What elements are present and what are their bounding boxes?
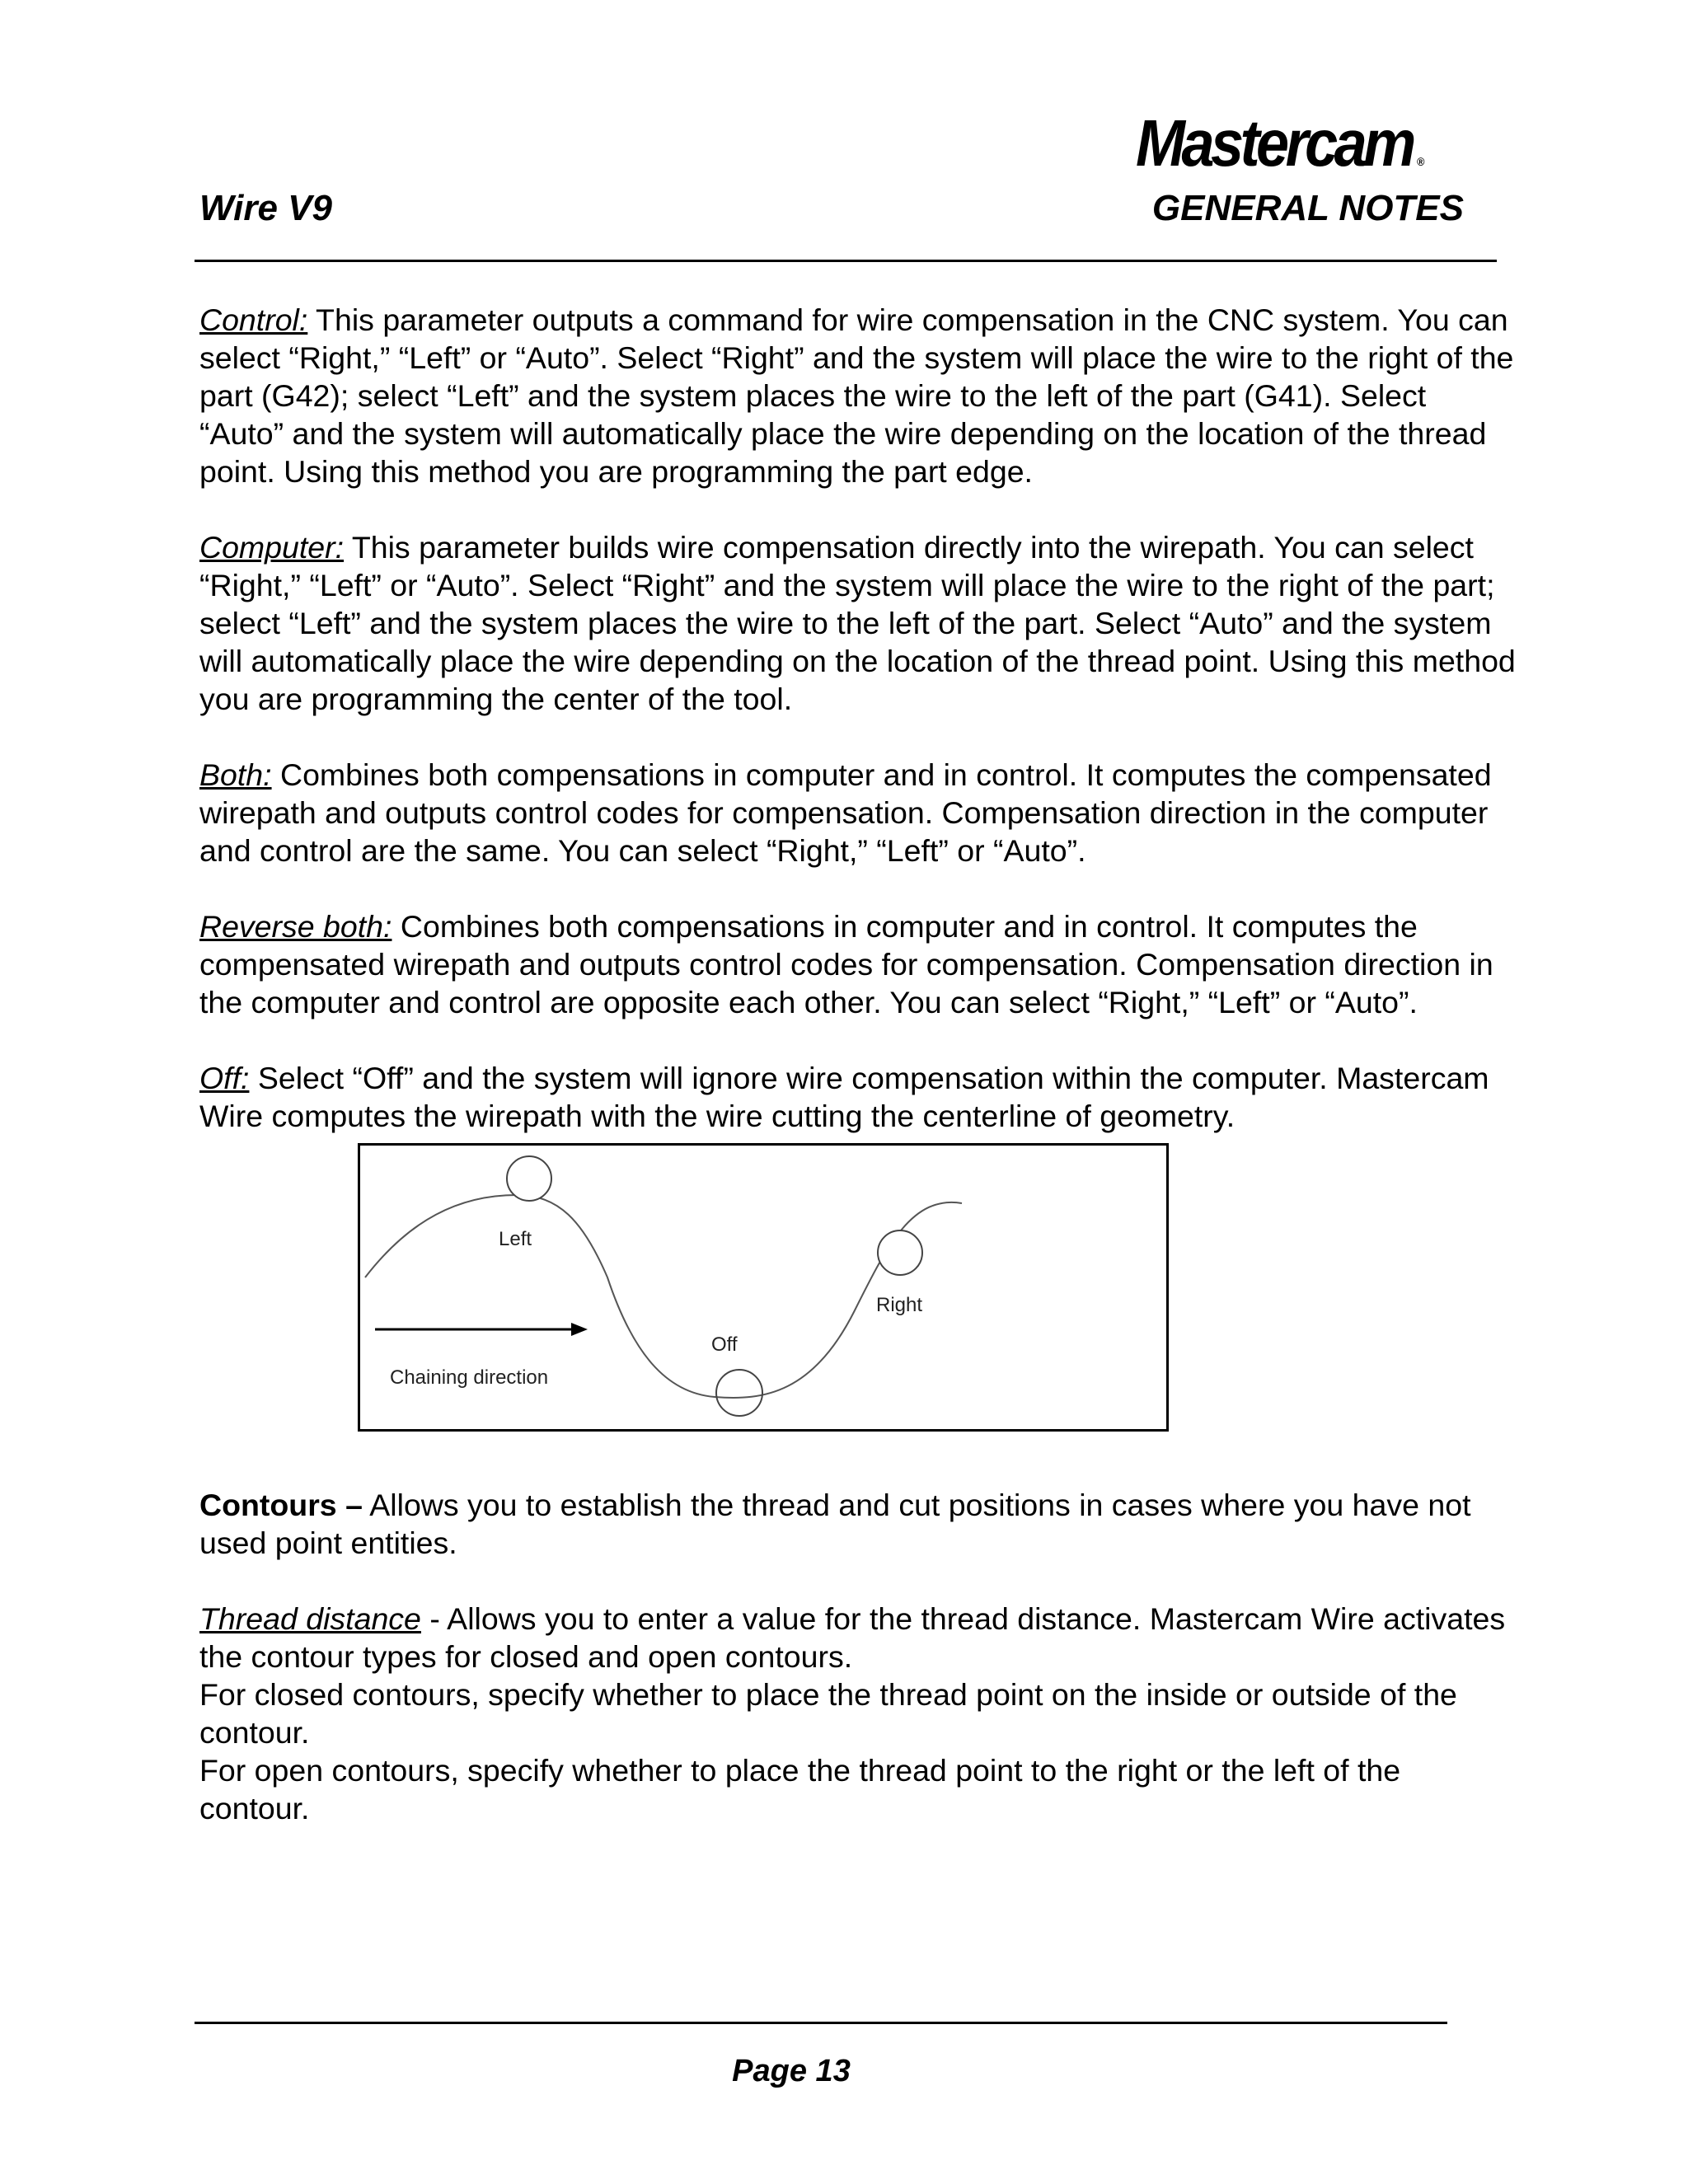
reverse-both-text: Combines both compensations in computer and in control. It computes the compensated wirepath and outputs control codes for compensation. Compensation direction in the computer and control are opposite each other. You can select “Right,” “Left” or “Auto”. (199, 909, 1493, 1019)
figure-label-off: Off (711, 1333, 738, 1356)
both-paragraph (199, 756, 1518, 869)
both-text: Combines both compensations in computer and in control. It computes the compensated wirepath and outputs control codes for compensation. Compensation direction in the computer and control are the same. You can select “Right,” “Left” or “Auto”. (199, 757, 1492, 868)
figure-label-chaining-direction: Chaining direction (390, 1366, 549, 1389)
reverse-both-paragraph (199, 907, 1518, 1021)
figure-label-left: Left (499, 1228, 532, 1250)
computer-term: Computer: (199, 530, 345, 565)
computer-text: This parameter builds wire compensation directly into the wirepath. You can select “Right,” “Left” or “Auto”. Select “Right” and the system will place the wire to the right of the part; select “Left” and the system places the wire to the left of the part. Select “Auto” and the system will automatically place the wire depending on the location of the thread point. Using this method you are programming the center of the tool. (199, 530, 1516, 716)
open-contours-text: For open contours, specify whether to place the thread point to the right or the left of the contour. (199, 1753, 1401, 1825)
control-text: This parameter outputs a command for wire compensation in the CNC system. You can select “Right,” “Left” or “Auto”. Select “Right” and the system will place the wire to the right of the part (G42); select “Left” and the system places the wire to the left of the part (G41). Select “Auto” and the system will automatically place the wire depending on the location of the thread point. Using this method you are programming the part edge. (199, 302, 1514, 489)
mastercam-logo (1136, 106, 1425, 180)
thread-distance-text: - Allows you to enter a value for the thread distance. Mastercam Wire activates the contour types for closed and open contours. (199, 1601, 1506, 1674)
both-term: Both: (199, 757, 272, 792)
footer-rule (195, 2022, 1447, 2024)
control-paragraph (199, 301, 1518, 490)
reverse-both-term: Reverse both: (199, 909, 392, 944)
thread-distance-paragraph (199, 1600, 1518, 1675)
direction-arrow-head (571, 1323, 588, 1336)
contours-heading: Contours – (199, 1488, 363, 1522)
closed-contours-text: For closed contours, specify whether to place the thread point on the inside or outside of the contour. (199, 1677, 1457, 1750)
header-rule (195, 260, 1497, 262)
header-left-title: Wire V9 (199, 188, 333, 228)
header-right-title: GENERAL NOTES (1151, 188, 1464, 228)
right-wire-circle (878, 1230, 922, 1275)
control-term: Control: (199, 302, 308, 337)
computer-paragraph (199, 528, 1518, 718)
page-content (199, 301, 1518, 1827)
contours-paragraph (199, 1486, 1518, 1562)
thread-distance-term: Thread distance (199, 1601, 421, 1636)
wire-compensation-figure (358, 1143, 1169, 1432)
registered-mark: ® (1417, 155, 1425, 168)
off-term: Off: (199, 1061, 250, 1095)
off-paragraph (199, 1059, 1518, 1135)
figure-label-right: Right (876, 1294, 923, 1316)
logo-text: Mastercam (1136, 106, 1413, 180)
contours-text: Allows you to establish the thread and cut positions in cases where you have not used point entities. (199, 1488, 1471, 1560)
off-wire-circle (716, 1370, 762, 1416)
off-text: Select “Off” and the system will ignore wire compensation within the computer. Mastercam Wire computes the wirepath with the wire cutting the centerline of geometry. (199, 1061, 1489, 1133)
left-wire-circle (507, 1156, 551, 1201)
page-number: Page 13 (732, 2054, 851, 2088)
